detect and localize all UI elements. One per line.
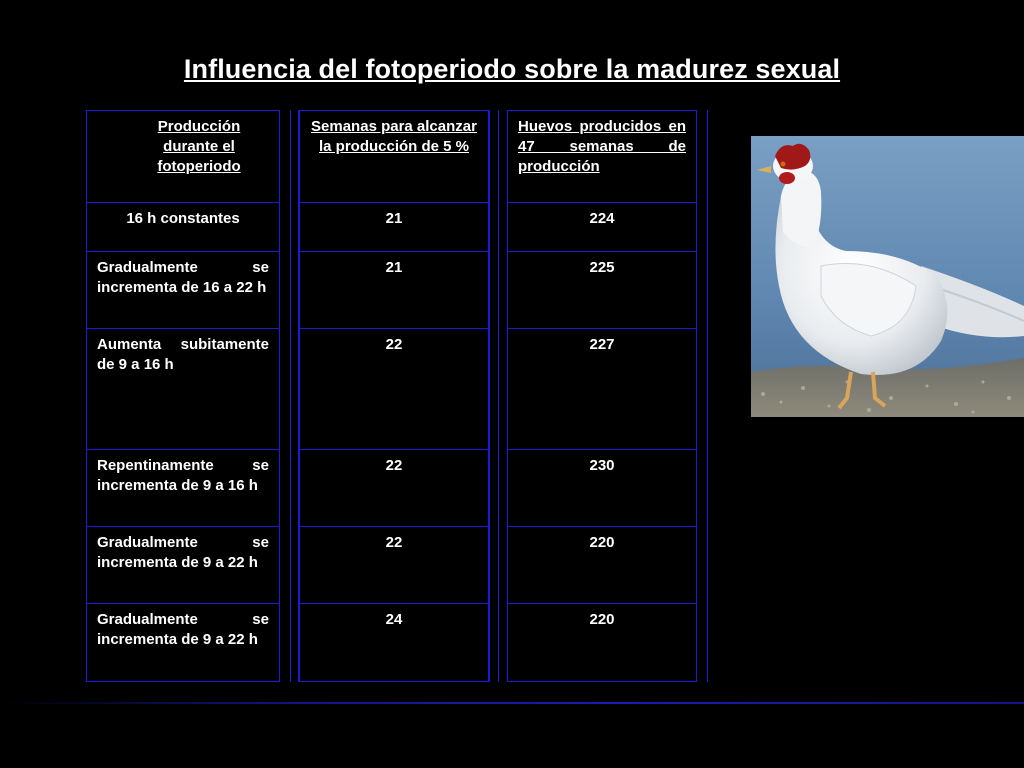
row-label: Aumenta subitamente de 9 a 16 h	[86, 328, 280, 450]
row-weeks: 21	[299, 251, 489, 329]
header-eggs: Huevos producidos en 47 semanas de producción	[507, 110, 697, 203]
header-production: Producción durante el fotoperiodo	[86, 110, 280, 203]
table-gutter-line	[489, 110, 490, 682]
row-eggs: 225	[507, 251, 697, 329]
row-eggs: 224	[507, 202, 697, 252]
table-gutter-line	[707, 110, 708, 682]
bottom-divider	[0, 702, 1024, 704]
row-weeks: 21	[299, 202, 489, 252]
row-label: Gradualmente se incrementa de 9 a 22 h	[86, 603, 280, 682]
row-weeks: 22	[299, 526, 489, 604]
row-eggs: 220	[507, 603, 697, 682]
row-label: Repentinamente se incrementa de 9 a 16 h	[86, 449, 280, 527]
table-gutter-line	[498, 110, 499, 682]
header-weeks: Semanas para alcanzar la producción de 5 %	[299, 110, 489, 203]
row-label: Gradualmente se incrementa de 9 a 22 h	[86, 526, 280, 604]
row-label: Gradualmente se incrementa de 16 a 22 h	[86, 251, 280, 329]
row-eggs: 230	[507, 449, 697, 527]
slide-title: Influencia del fotoperiodo sobre la madurez sexual	[183, 54, 841, 84]
hen-photo	[751, 136, 1024, 417]
row-eggs: 220	[507, 526, 697, 604]
table-gutter-line	[290, 110, 291, 682]
row-weeks: 24	[299, 603, 489, 682]
row-eggs: 227	[507, 328, 697, 450]
data-table	[86, 110, 708, 682]
row-label: 16 h constantes	[86, 202, 280, 252]
row-weeks: 22	[299, 328, 489, 450]
row-weeks: 22	[299, 449, 489, 527]
